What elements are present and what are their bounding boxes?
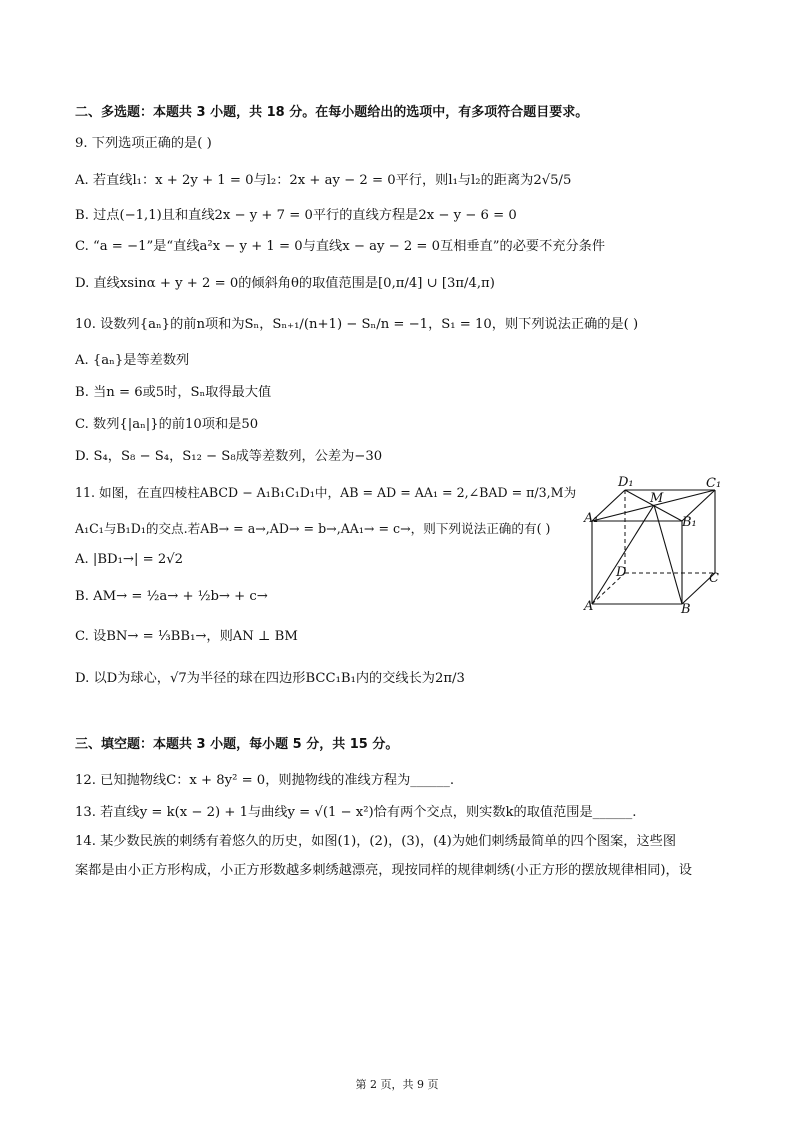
- q13: 13. 若直线y = k(x − 2) + 1与曲线y = √(1 − x²)恰有两个交点，则实数k的取值范围是______.: [75, 805, 637, 820]
- section-2-title: 二、多选题：本题共 3 小题，共 18 分。在每小题给出的选项中，有多项符合题目要求。: [75, 105, 589, 120]
- q11-option-d: D. 以D为球心，√7为半径的球在四边形BCC₁B₁内的交线长为2π/3: [75, 671, 465, 686]
- q10-option-a: A. {aₙ}是等差数列: [75, 353, 190, 368]
- prism-figure: [580, 474, 730, 614]
- q10-option-d: D. S₄，S₈ − S₄，S₁₂ − S₈成等差数列，公差为−30: [75, 449, 383, 464]
- q9-option-c: C. “a = −1”是“直线a²x − y + 1 = 0与直线x − ay − 2 = 0互相垂直”的必要不充分条件: [75, 239, 606, 254]
- q14-line2: 案都是由小正方形构成，小正方形数越多刺绣越漂亮，现按同样的规律刺绣(小正方形的摆放规律相同)，设: [75, 863, 692, 878]
- q11-option-a: A. |BD₁→| = 2√2: [75, 552, 184, 567]
- label-A: A: [584, 599, 594, 614]
- section-3-title: 三、填空题：本题共 3 小题，每小题 5 分，共 15 分。: [75, 737, 399, 752]
- label-A1: A₁: [584, 511, 599, 526]
- label-D1: D₁: [618, 475, 634, 490]
- label-C1: C₁: [706, 476, 722, 491]
- q11-option-b: B. AM→ = ½a→ + ½b→ + c→: [75, 589, 268, 604]
- label-B1: B₁: [682, 515, 697, 530]
- q14-line1: 14. 某少数民族的刺绣有着悠久的历史，如图(1)，(2)，(3)，(4)为她们刺绣最简单的四个图案，这些图: [75, 834, 677, 849]
- q11-stem-line1: 11. 如图，在直四棱柱ABCD − A₁B₁C₁D₁中，AB = AD = AA₁ = 2,∠BAD = π/3,M为: [75, 485, 577, 500]
- q9-stem: 9. 下列选项正确的是( ): [75, 136, 212, 151]
- q10-option-c: C. 数列{|aₙ|}的前10项和是50: [75, 417, 259, 432]
- q9-option-d: D. 直线xsinα + y + 2 = 0的倾斜角θ的取值范围是[0,π/4] ∪ [3π/4,π): [75, 276, 495, 291]
- q10-stem: 10. 设数列{aₙ}的前n项和为Sₙ，Sₙ₊₁/(n+1) − Sₙ/n = −1，S₁ = 10，则下列说法正确的是( ): [75, 317, 639, 332]
- q12: 12. 已知抛物线C：x + 8y² = 0，则抛物线的准线方程为______.: [75, 773, 455, 788]
- q10-option-b: B. 当n = 6或5时，Sₙ取得最大值: [75, 385, 272, 400]
- q9-option-a: A. 若直线l₁：x + 2y + 1 = 0与l₂：2x + ay − 2 = 0平行，则l₁与l₂的距离为2√5/5: [75, 173, 572, 188]
- label-B: B: [681, 602, 691, 614]
- q9-option-b: B. 过点(−1,1)且和直线2x − y + 7 = 0平行的直线方程是2x − y − 6 = 0: [75, 208, 517, 223]
- label-D: D: [616, 565, 627, 580]
- q11-option-c: C. 设BN→ = ⅓BB₁→，则AN ⊥ BM: [75, 629, 298, 644]
- page-footer: 第 2 页，共 9 页: [355, 1078, 439, 1091]
- q11-stem-line2: A₁C₁与B₁D₁的交点.若AB→ = a→,AD→ = b→,AA₁→ = c→，则下列说法正确的有( ): [75, 521, 551, 536]
- label-C: C: [709, 571, 719, 586]
- label-M: M: [650, 491, 664, 506]
